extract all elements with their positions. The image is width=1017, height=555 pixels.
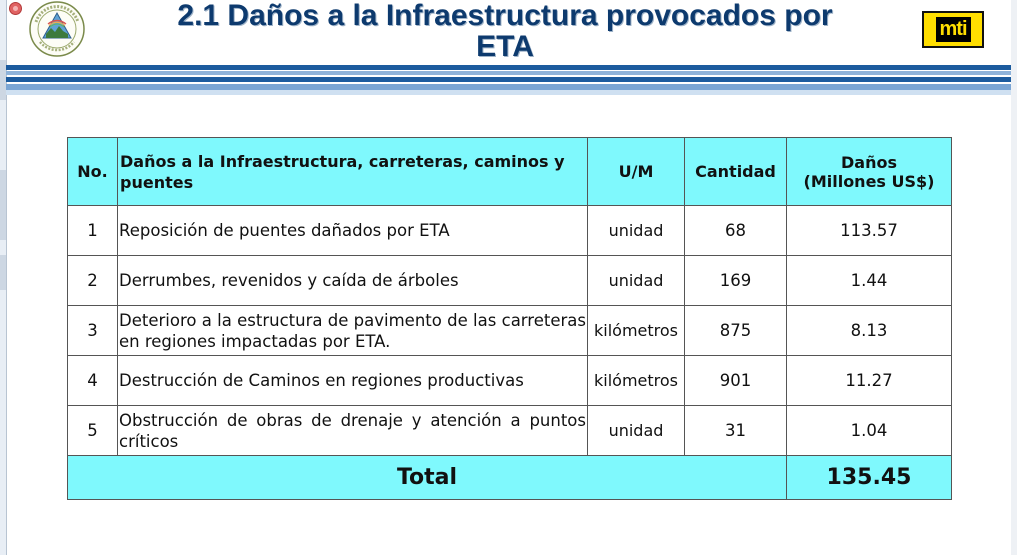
- row-description: Obstrucción de obras de drenaje y atención a puntos críticos: [118, 406, 588, 456]
- row-number: 1: [68, 206, 118, 256]
- header-unit: U/M: [588, 138, 685, 206]
- mti-logo-text: mti: [936, 17, 971, 42]
- damage-table: [67, 137, 952, 500]
- header-damage-line1: Daños: [841, 152, 897, 172]
- header-damage-line2: (Millones US$): [803, 171, 935, 191]
- table-row: [68, 356, 952, 406]
- total-row: [68, 456, 952, 500]
- header-band-3: [6, 77, 1011, 82]
- header-band-2: [6, 71, 1011, 75]
- table-row: [68, 306, 952, 356]
- row-number: 5: [68, 406, 118, 456]
- table-row: [68, 406, 952, 456]
- page-title-line1: 2.1 Daños a la Infraestructura provocados por: [177, 0, 833, 32]
- row-description: Reposición de puentes dañados por ETA: [118, 206, 588, 256]
- row-number: 4: [68, 356, 118, 406]
- row-damage: 1.04: [787, 406, 952, 456]
- row-damage: 8.13: [787, 306, 952, 356]
- header-band-5: [6, 90, 1011, 95]
- row-quantity: 901: [685, 356, 787, 406]
- total-value: 135.45: [787, 456, 952, 500]
- total-label: Total: [68, 456, 787, 500]
- row-quantity: 875: [685, 306, 787, 356]
- table-header-row: [68, 138, 952, 206]
- right-window-strip: [1011, 0, 1017, 555]
- header-damage: [787, 138, 952, 206]
- row-damage: 113.57: [787, 206, 952, 256]
- header-band-1: [6, 65, 1011, 70]
- close-icon[interactable]: [9, 2, 22, 15]
- row-quantity: 68: [685, 206, 787, 256]
- row-quantity: 31: [685, 406, 787, 456]
- table-row: [68, 256, 952, 306]
- row-description: Destrucción de Caminos en regiones productivas: [118, 356, 588, 406]
- row-description: Derrumbes, revenidos y caída de árboles: [118, 256, 588, 306]
- row-number: 2: [68, 256, 118, 306]
- row-quantity: 169: [685, 256, 787, 306]
- row-unit: kilómetros: [588, 306, 685, 356]
- mti-logo: [922, 11, 984, 48]
- header-quantity: Cantidad: [685, 138, 787, 206]
- page-title: [100, 0, 910, 62]
- header-no: No.: [68, 138, 118, 206]
- row-unit: unidad: [588, 206, 685, 256]
- row-unit: unidad: [588, 256, 685, 306]
- row-number: 3: [68, 306, 118, 356]
- nicaragua-seal-icon: [26, 0, 88, 60]
- row-unit: unidad: [588, 406, 685, 456]
- row-unit: kilómetros: [588, 356, 685, 406]
- page-title-line2: ETA: [476, 30, 534, 63]
- table-row: [68, 206, 952, 256]
- header-description: Daños a la Infraestructura, carreteras, caminos y puentes: [118, 138, 588, 206]
- row-damage: 11.27: [787, 356, 952, 406]
- row-description: Deterioro a la estructura de pavimento de las carreteras en regiones impactadas por ETA.: [118, 306, 588, 356]
- row-damage: 1.44: [787, 256, 952, 306]
